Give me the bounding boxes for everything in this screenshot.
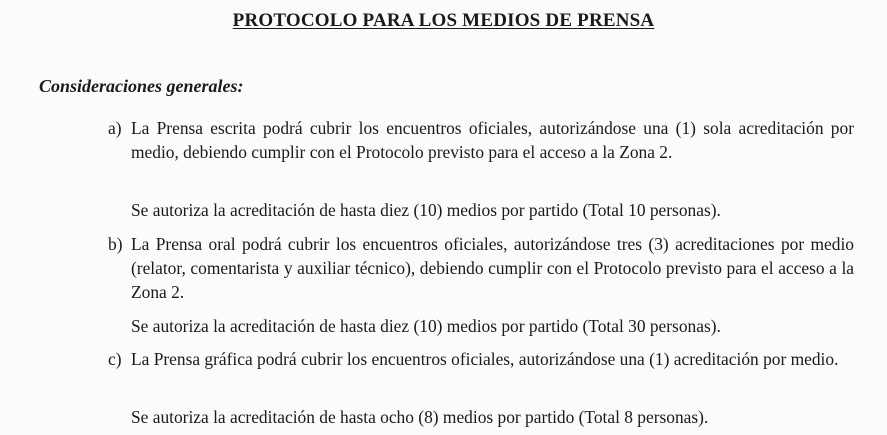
- section-heading: Consideraciones generales:: [39, 76, 244, 96]
- list-marker-c: c): [108, 349, 122, 369]
- document-title: PROTOCOLO PARA LOS MEDIOS DE PRENSA: [232, 10, 655, 31]
- list-item-a-note: Se autoriza la acreditación de hasta diez (10) medios por partido (Total 10 personas).: [131, 200, 721, 220]
- list-item-b-text: La Prensa oral podrá cubrir los encuentros oficiales, autorizándose tres (3) acreditaciones por medio (relator, comentarista y auxiliar técnico), debiendo cumplir con el Protocolo previsto para el acceso a la Zona 2.: [131, 234, 854, 302]
- list-item-a-text: La Prensa escrita podrá cubrir los encuentros oficiales, autorizándose una (1) sola acreditación por medio, debiendo cumplir con el Protocolo previsto para el acceso a la Zona 2.: [131, 118, 854, 162]
- list-item-c-note: Se autoriza la acreditación de hasta ocho (8) medios por partido (Total 8 personas).: [131, 407, 709, 427]
- list-marker-a: a): [108, 118, 122, 138]
- list-item-a: [108, 116, 854, 164]
- list-item-b-note: Se autoriza la acreditación de hasta diez (10) medios por partido (Total 30 personas).: [131, 316, 721, 336]
- list-item-c: [108, 347, 854, 371]
- list-marker-b: b): [108, 234, 123, 254]
- list-item-b: [108, 232, 854, 304]
- list-item-c-text: La Prensa gráfica podrá cubrir los encuentros oficiales, autorizándose una (1) acreditación por medio.: [131, 349, 839, 369]
